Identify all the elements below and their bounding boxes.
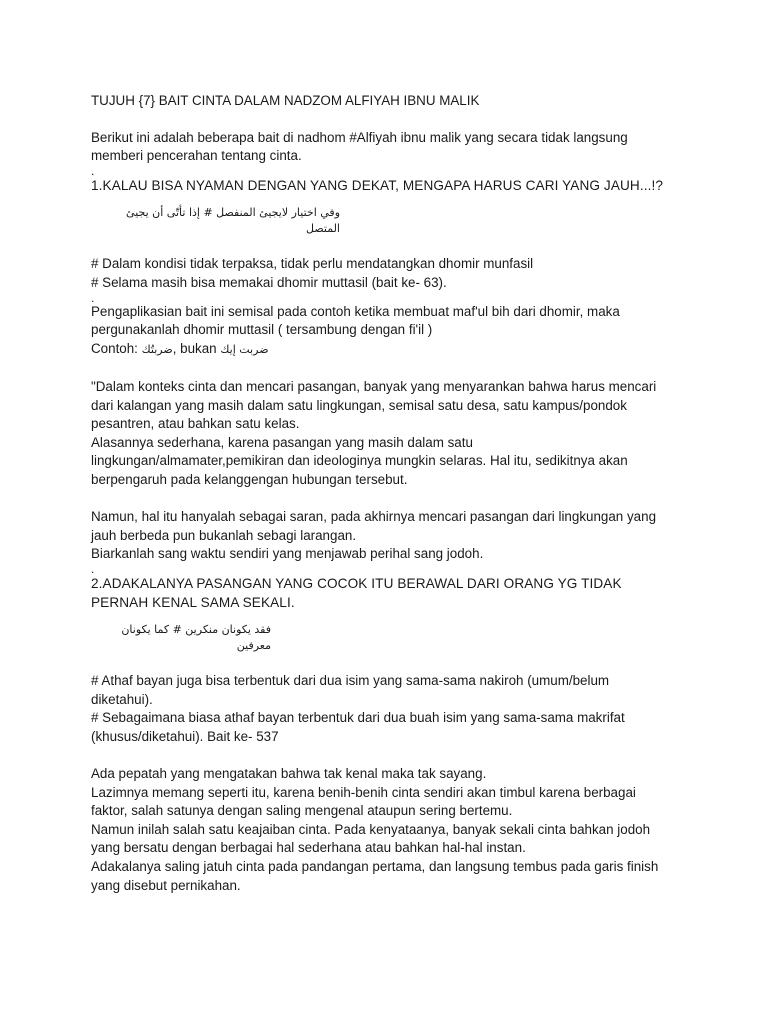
paragraph-gap (91, 490, 711, 509)
section-2-arabic-verse: فقد يكونان منكرين # كما يكونان معرفين (121, 623, 271, 653)
intro-line: Berikut ini adalah beberapa bait di nadhom #Alfiyah ibnu malik yang secara tidak langsung (91, 129, 628, 145)
section-2-point: diketahui). (91, 691, 153, 707)
separator-dot: . (91, 163, 95, 178)
section-1-arabic-verse: وفي اختيار لايجيئ المنفصل # إذا تأتّى أن يجيئ المتصل (126, 206, 340, 236)
section-2-heading: PERNAH KENAL SAMA SEKALI. (91, 595, 295, 611)
section-1-application: Pengaplikasian bait ini semisal pada contoh ketika membuat maf'ul bih dari dhomir, maka (91, 303, 620, 319)
section-1-quote: lingkungan/almamater,pemikiran dan ideologinya mungkin selaras. Hal itu, sedikitnya akan (91, 453, 628, 469)
section-2-body: Ada pepatah yang mengatakan bahwa tak kenal maka tak sayang. (91, 766, 487, 782)
section-1-closing: Biarkanlah sang waktu sendiri yang menjawab perihal sang jodoh. (91, 546, 484, 562)
paragraph-gap (91, 359, 711, 378)
section-1-quote: berpengaruh pada kelanggengan hubungan tersebut. (91, 471, 408, 487)
section-1-point: # Selama masih bisa memakai dhomir muttasil (bait ke- 63). (91, 274, 447, 290)
paragraph-gap (91, 746, 711, 765)
section-1-application: pergunakanlah dhomir muttasil ( tersambung dengan fi'il ) (91, 322, 433, 338)
section-2-body: Lazimnya memang seperti itu, karena benih-benih cinta sendiri akan timbul karena berbagai (91, 784, 636, 800)
section-1-point: # Dalam kondisi tidak terpaksa, tidak perlu mendatangkan dhomir munfasil (91, 256, 534, 272)
section-2-heading: 2.ADAKALANYA PASANGAN YANG COCOK ITU BERAWAL DARI ORANG YG TIDAK (91, 575, 622, 591)
example-arabic-incorrect: ضربت إيك (220, 342, 269, 356)
section-1-closing: Namun, hal itu hanyalah sebagai saran, pada akhirnya mencari pasangan dari lingkungan yang (91, 509, 657, 525)
example-prefix: Contoh: (91, 340, 138, 356)
section-1-quote: pesantren, atau bahkan satu kelas. (91, 416, 300, 432)
section-1-heading: 1.KALAU BISA NYAMAN DENGAN YANG DEKAT, MENGAPA HARUS CARI YANG JAUH...!? (91, 177, 663, 193)
intro-line: memberi pencerahan tentang cinta. (91, 148, 302, 164)
example-middle: , bukan (172, 340, 217, 356)
section-1-quote: Alasannya sederhana, karena pasangan yang masih dalam satu (91, 434, 473, 450)
section-2-point: # Athaf bayan juga bisa terbentuk dari dua isim yang sama-sama nakiroh (umum/belum (91, 673, 610, 689)
document-body (91, 92, 711, 895)
section-1-quote: "Dalam konteks cinta dan mencari pasangan, banyak yang menyarankan bahwa harus mencari (91, 378, 657, 394)
section-2-point: (khusus/diketahui). Bait ke- 537 (91, 728, 279, 744)
separator-dot: . (91, 561, 95, 576)
separator-dot: . (91, 290, 95, 305)
section-2-body: yang bersatu dengan berbagai hal sederhana atau bahkan hal-hal instan. (91, 840, 526, 856)
section-1-quote: dari kalangan yang masih dalam satu lingkungan, semisal satu desa, satu kampus/pondok (91, 397, 627, 413)
document-title: TUJUH {7} BAIT CINTA DALAM NADZOM ALFIYAH IBNU MALIK (91, 93, 480, 108)
example-arabic-correct: ضربتُك (141, 342, 173, 356)
section-2-body: Namun inilah salah satu keajaiban cinta. Pada kenyataanya, banyak sekali cinta bahkan jodoh (91, 821, 651, 837)
section-2-body: Adakalanya saling jatuh cinta pada pandangan pertama, dan langsung tembus pada garis finish (91, 859, 659, 874)
section-2-point: # Sebagaimana biasa athaf bayan terbentuk dari dua buah isim yang sama-sama makrifat (91, 710, 625, 726)
section-2-body: yang disebut pernikahan. (91, 877, 241, 893)
section-1-closing: jauh berbeda pun bukanlah sebagi larangan. (91, 527, 357, 543)
section-2-body: faktor, salah satunya dengan saling mengenal ataupun sering bertemu. (91, 803, 513, 819)
section-1-example (91, 340, 711, 360)
